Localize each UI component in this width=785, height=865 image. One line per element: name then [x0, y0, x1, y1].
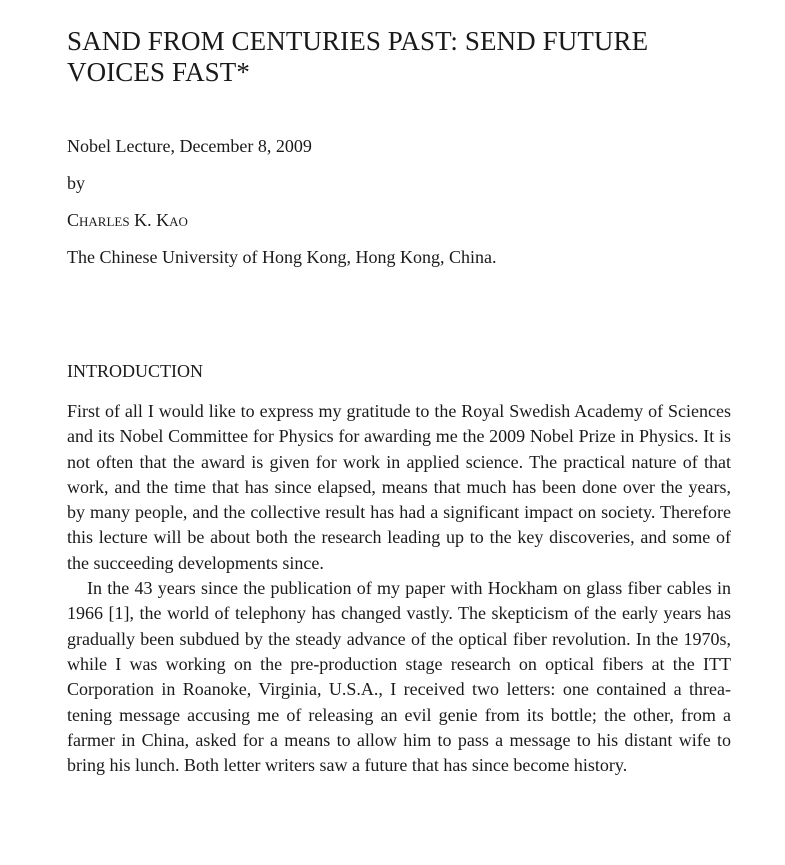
lecture-info: Nobel Lecture, December 8, 2009: [67, 136, 312, 156]
body-text: [67, 399, 731, 778]
document-title: SAND FROM CENTURIES PAST: SEND FUTURE VOICES FAST*: [67, 26, 649, 87]
paragraph: First of all I would like to express my gratitude to the Royal Swedish Academy of Sciences and its Nobel Committee for Physics for awarding me the 2009 Nobel Prize in Physics. It is not often that the award is given for work in applied science. The practical nature of that work, and the time that has since elapsed, means that much has been done over the years, by many people, and the collective result has had a significant impact on society. Therefore this lecture will be about both the research leading up to the key discoveries, and some of the succeeding developments since.: [67, 401, 731, 573]
by-label: by: [67, 173, 85, 193]
section-heading: INTRODUCTION: [67, 361, 203, 381]
author-name: Charles K. Kao: [67, 210, 188, 230]
document-page: [67, 26, 731, 778]
author-affiliation: The Chinese University of Hong Kong, Hong Kong, China.: [67, 247, 497, 267]
paragraph: In the 43 years since the publication of my paper with Hockham on glass fiber cables in 1966 [1], the world of telephony has changed vastly. The skepticism of the early years has gradually been subdued by the steady advance of the optical fiber revolution. In the 1970s, while I was working on the pre-production stage research on optical fibers at the ITT Corporation in Roanoke, Virginia, U.S.A., I received two letters: one contained a threatening message accusing me of releasing an evil genie from its bottle; the other, from a farmer in China, asked for a means to allow him to pass a message to his distant wife to bring his lunch. Both letter writers saw a future that has since become history.: [67, 578, 731, 776]
lecture-meta: [67, 136, 731, 267]
